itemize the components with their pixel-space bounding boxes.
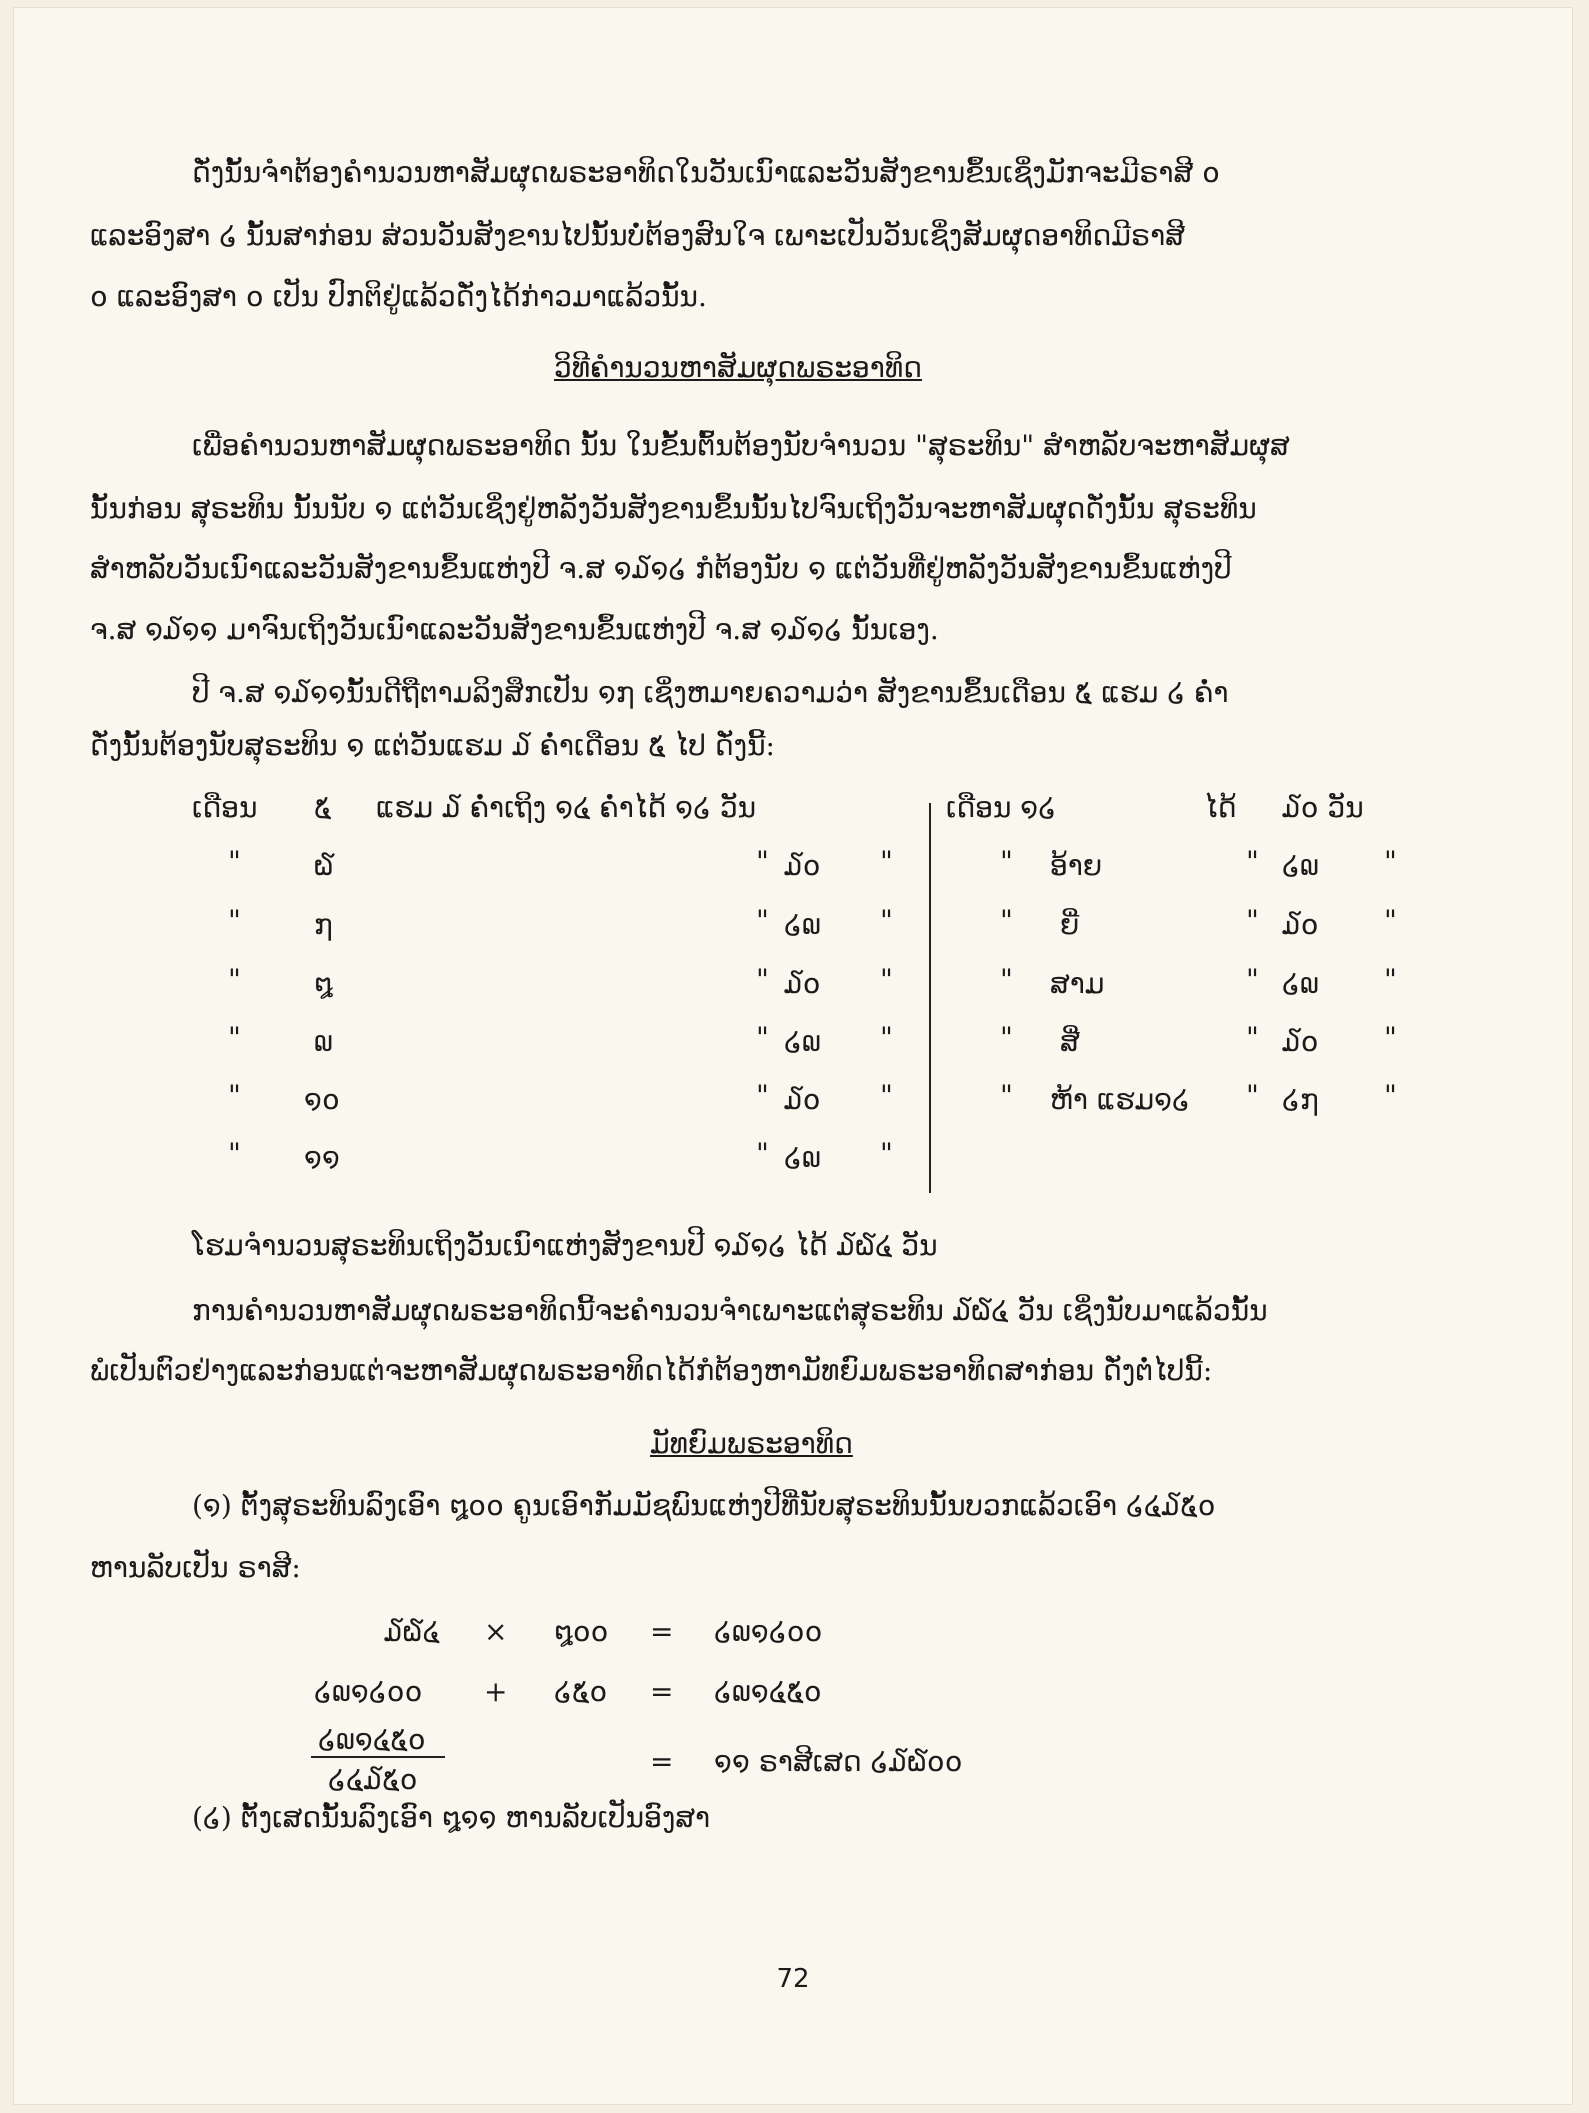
paragraph-1-line-3: ໐ ແລະອົງສາ ໐ ເປັນ ປົກຕິຢູ່ແລ້ວດັ່ງໄດ້ກ່າວມາແລ້ວນັ້ນ. [90, 280, 707, 313]
left-row-days: ໒໙ [784, 1141, 821, 1174]
right-row-month: ຫ້າ ແຮມ໑໒ [1050, 1083, 1190, 1116]
left-row-month: ໖ [314, 849, 334, 882]
ditto-mark: " [228, 904, 241, 937]
calc-result: ໒໙໑໔໕໐ [714, 1675, 822, 1708]
paragraph-3-line-2: ດັ່ງນັ້ນຕ້ອງນັບສຸຣະທິນ ໑ ແຕ່ວັນແຮມ ໓ ຄ່ຳເດືອນ ໕ ໄປ ດັ່ງນີ້: [90, 729, 775, 762]
section-heading-method: ວິທີຄຳນວນຫາສັມຜຸດພຣະອາທິດ [554, 351, 922, 384]
ditto-mark: " [1384, 1021, 1397, 1054]
left-row-month: ໗ [314, 908, 333, 941]
ditto-mark: " [1384, 1079, 1397, 1112]
paragraph-3-line-1: ປີ ຈ.ສ ໑໓໑໑ນັ້ນດີຖືຕາມລິງສຶກເປັນ ໑໗ ເຊິ່ງຫມາຍຄວາມວ່າ ສັງຂານຂຶ້ນເດືອນ ໕ ແຮມ ໒ ຄ່ຳ [192, 676, 1229, 709]
ditto-mark: " [228, 1137, 241, 1170]
ditto-mark: " [1000, 904, 1013, 937]
calc-operator: × [484, 1615, 508, 1648]
right-row-days: ໓໐ [1282, 908, 1319, 941]
paragraph-4-line-1: ການຄຳນວນຫາສັມຜຸດພຣະອາທິດນີ້ຈະຄຳນວນຈຳເພາະແຕ່ສຸຣະທິນ ໓໖໔ ວັນ ເຊິ່ງນັບມາແລ້ວນັ້ນ [192, 1294, 1268, 1327]
ditto-mark: " [756, 845, 769, 878]
calc-operator: + [484, 1675, 508, 1708]
calc-result: ໑໑ ຣາສີເສດ ໒໓໖໐໐ [714, 1745, 963, 1778]
ditto-mark: " [880, 904, 893, 937]
paragraph-4-line-2: ພໍເປັນຕົວຢ່າງແລະກ່ອນແຕ່ຈະຫາສັມຜຸດພຣະອາທິດໄດ້ກໍຕ້ອງຫາມັທຍົມພຣະອາທິດສາກ່ອນ ດັ່ງຕໍ່ໄປນີ້: [90, 1354, 1213, 1387]
paragraph-1-line-1: ດັ່ງນັ້ນຈຳຕ້ອງຄຳນວນຫາສັມຜຸດພຣະອາທິດໃນວັນເນົາແລະວັນສັງຂານຂຶ້ນເຊິ່ງມັກຈະມີຣາສີ ໐ [192, 156, 1220, 189]
right-row-days: ໒໗ [1282, 1083, 1319, 1116]
ditto-mark: " [228, 1021, 241, 1054]
ditto-mark: " [228, 1079, 241, 1112]
section-heading-mean-sun: ມັທຍົມພຣະອາທິດ [650, 1427, 853, 1460]
ditto-mark: " [880, 963, 893, 996]
ditto-mark: " [1384, 845, 1397, 878]
ditto-mark: " [880, 1079, 893, 1112]
ditto-mark: " [1000, 963, 1013, 996]
ditto-mark: " [756, 1021, 769, 1054]
ditto-mark: " [880, 845, 893, 878]
ditto-mark: " [228, 963, 241, 996]
left-row-days: ໓໐ [784, 1083, 821, 1116]
ditto-mark: " [880, 1137, 893, 1170]
table-header-right-month: ເດືອນ ໑໒ [946, 791, 1057, 824]
paragraph-2-line-3: ສຳຫລັບວັນເນົາແລະວັນສັງຂານຂຶ້ນແຫ່ງປີ ຈ.ສ ໑໓໑໒ ກໍຕ້ອງນັບ ໑ ແຕ່ວັນທີ່ຢູ່ຫລັງວັນສັງຂານຂຶ້ນແຫ່ງປີ [90, 552, 1232, 585]
paragraph-1-line-2: ແລະອົງສາ ໒ ນັ້ນສາກ່ອນ ສ່ວນວັນສັງຂານໄປນັ້ນບໍ່ຕ້ອງສົນໃຈ ເພາະເປັນວັນເຊິ່ງສັມຜຸດອາທິດມີຣາສີ [90, 219, 1185, 252]
fraction-denominator: ໒໔໓໕໐ [328, 1763, 418, 1796]
calc-operand: ໒໙໑໒໐໐ [314, 1675, 423, 1708]
ditto-mark: " [1000, 1079, 1013, 1112]
right-row-days: ໒໙ [1282, 849, 1319, 882]
paragraph-2-line-2: ນັ້ນກ່ອນ ສຸຣະທິນ ນັ້ນນັບ ໑ ແຕ່ວັນເຊິ່ງຢູ່ຫລັງວັນສັງຂານຂຶ້ນນັ້ນໄປຈົນເຖິງວັນຈະຫາສັມຜຸດດັ່ງນັ້ນ ສຸຣະທິນ [90, 492, 1257, 525]
left-row-days: ໓໐ [784, 849, 821, 882]
table-header-left-desc: ແຮມ ໓ ຄ່ຳເຖິງ ໑໔ ຄ່ຳໄດ້ ໑໒ ວັນ [376, 791, 757, 824]
step-1-line-1: (໑) ຕັ້ງສຸຣະທິນລົງເອົາ ໘໐໐ ຄູນເອົາກັມມັຊພົນແຫ່ງປີທີ່ນັບສຸຣະທິນນັ້ນບວກແລ້ວເອົາ ໒໔໓໕໐ [192, 1489, 1216, 1522]
left-row-month: ໑໐ [304, 1083, 340, 1116]
ditto-mark: " [880, 1021, 893, 1054]
ditto-mark: " [756, 963, 769, 996]
left-row-month: ໘ [314, 967, 333, 1000]
left-row-days: ໒໙ [784, 1025, 821, 1058]
ditto-mark: " [1246, 845, 1259, 878]
ditto-mark: " [1000, 845, 1013, 878]
ditto-mark: " [756, 1137, 769, 1170]
ditto-mark: " [1246, 904, 1259, 937]
ditto-mark: " [1246, 1079, 1259, 1112]
table-header-right-got: ໄດ້ [1204, 791, 1237, 824]
ditto-mark: " [1246, 1021, 1259, 1054]
fraction-numerator: ໒໙໑໔໕໐ [318, 1723, 426, 1756]
table-header-month-5: ໕ [314, 791, 332, 824]
fraction-bar [311, 1756, 445, 1758]
table-divider [929, 803, 931, 1193]
table-header-right-days: ໓໐ ວັນ [1282, 791, 1364, 824]
document-page [14, 8, 1572, 2104]
right-row-days: ໓໐ [1282, 1025, 1319, 1058]
ditto-mark: " [228, 845, 241, 878]
ditto-mark: " [1384, 963, 1397, 996]
left-row-days: ໒໙ [784, 908, 821, 941]
calc-equals: = [650, 1675, 674, 1708]
calc-equals: = [650, 1745, 674, 1778]
right-row-month: ຍີ່ [1060, 908, 1080, 941]
ditto-mark: " [1000, 1021, 1013, 1054]
right-row-month: ອ້າຍ [1050, 849, 1103, 882]
ditto-mark: " [756, 1079, 769, 1112]
step-2-line: (໒) ຕັ້ງເສດນັ້ນລົງເອົາ ໘໑໑ ຫານລັບເປັນອົງສາ [192, 1801, 711, 1834]
right-row-month: ສາມ [1050, 967, 1105, 1000]
table-header-month-label: ເດືອນ [192, 791, 258, 824]
calc-operand: ໘໐໐ [554, 1615, 609, 1648]
left-row-days: ໓໐ [784, 967, 821, 1000]
calc-result: ໒໙໑໒໐໐ [714, 1615, 823, 1648]
calc-equals: = [650, 1615, 674, 1648]
ditto-mark: " [1384, 904, 1397, 937]
ditto-mark: " [756, 904, 769, 937]
ditto-mark: " [1246, 963, 1259, 996]
calc-operand: ໒໕໐ [554, 1675, 608, 1708]
left-row-month: ໑໑ [304, 1141, 340, 1174]
right-row-month: ສີ່ [1060, 1025, 1080, 1058]
page-number: 72 [776, 1964, 810, 1994]
paragraph-2-line-1: ເພື່ອຄຳນວນຫາສັມຜຸດພຣະອາທິດ ນັ້ນ ໃນຂັ້ນຕົ້ນຕ້ອງນັບຈຳນວນ "ສຸຣະທິນ" ສຳຫລັບຈະຫາສັມຜຸສ [192, 429, 1290, 462]
step-1-line-2: ຫານລັບເປັນ ຣາສີ: [90, 1551, 301, 1584]
left-row-month: ໙ [314, 1025, 333, 1058]
right-row-days: ໒໙ [1282, 967, 1319, 1000]
paragraph-2-line-4: ຈ.ສ ໑໓໑໑ ມາຈົນເຖິງວັນເນົາແລະວັນສັງຂານຂຶ້ນແຫ່ງປີ ຈ.ສ ໑໓໑໒ ນັ້ນເອງ. [90, 613, 939, 646]
calc-operand: ໓໖໔ [384, 1615, 440, 1648]
total-line: ໂຮມຈຳນວນສຸຣະທິນເຖິງວັນເນົາແຫ່ງສັງຂານປີ ໑໓໑໒ ໄດ້ ໓໖໔ ວັນ [192, 1229, 938, 1262]
